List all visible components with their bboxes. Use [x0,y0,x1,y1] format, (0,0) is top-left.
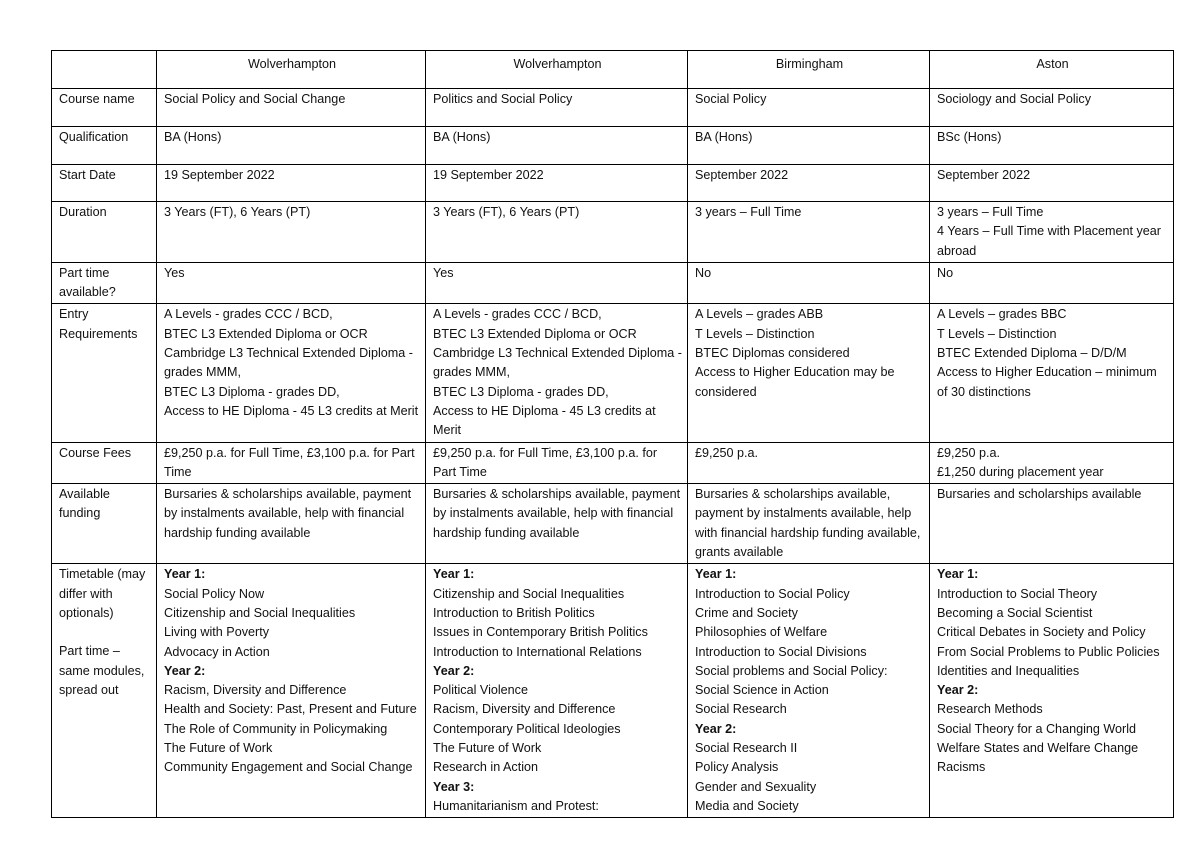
row-course-fees [52,442,1174,484]
module-item: Racism, Diversity and Difference [433,702,616,717]
row-label: Entry Requirements [52,304,157,442]
cell-part-time-available: No [688,262,930,304]
module-item: Humanitarianism and Protest: [433,798,599,813]
cell-start-date: 19 September 2022 [157,165,426,202]
cell-start-date: 19 September 2022 [426,165,688,202]
year-heading: Year 2: [695,721,737,736]
cell-duration: 3 years – Full Time [688,202,930,263]
cell-course-name: Social Policy [688,89,930,127]
row-entry-requirements [52,304,1174,442]
module-item: Issues in Contemporary British Politics [433,625,648,640]
timetable-label-line: Timetable (may differ with optionals) [59,567,146,620]
row-label: Course Fees [52,442,157,484]
cell-qualification: BA (Hons) [688,127,930,165]
cell-entry-requirements: A Levels - grades CCC / BCD, BTEC L3 Extended Diploma or OCR Cambridge L3 Technical Extended Diploma - grades MMM, BTEC L3 Diploma - grades DD, Access to HE Diploma - 45 L3 credits at Merit [426,304,688,442]
row-timetable [52,564,1174,818]
module-item: Gender and Sexuality [695,779,817,794]
year-heading: Year 1: [164,567,206,582]
module-item: The Future of Work [164,741,273,756]
cell-entry-requirements: A Levels – grades BBC T Levels – Distinction BTEC Extended Diploma – D/D/M Access to Higher Education – minimum of 30 distinctions [930,304,1174,442]
row-available-funding [52,484,1174,564]
module-item: Critical Debates in Society and Policy [937,625,1146,640]
module-item: Racism, Diversity and Difference [164,683,347,698]
row-label: Qualification [52,127,157,165]
module-item: Health and Society: Past, Present and Future [164,702,417,717]
module-item: Contemporary Political Ideologies [433,721,621,736]
module-item: Advocacy in Action [164,644,270,659]
cell-course-name: Social Policy and Social Change [157,89,426,127]
module-item: Social problems and Social Policy: Social Science in Action [695,663,888,698]
cell-available-funding: Bursaries and scholarships available [930,484,1174,564]
module-item: The Future of Work [433,741,542,756]
year-heading: Year 1: [433,567,475,582]
module-item: Citizenship and Social Inequalities [164,605,356,620]
header-cell-empty [52,51,157,89]
header-cell-aston: Aston [930,51,1174,89]
module-item: Research Methods [937,702,1043,717]
cell-course-fees: £9,250 p.a. £1,250 during placement year [930,442,1174,484]
cell-duration: 3 years – Full Time 4 Years – Full Time with Placement year abroad [930,202,1174,263]
module-item: Living with Poverty [164,625,269,640]
cell-available-funding: Bursaries & scholarships available, payment by instalments available, help with financial hardship funding available [157,484,426,564]
cell-start-date: September 2022 [930,165,1174,202]
cell-course-fees: £9,250 p.a. for Full Time, £3,100 p.a. for Part Time [426,442,688,484]
year-heading: Year 2: [164,663,206,678]
module-item: Becoming a Social Scientist [937,605,1093,620]
cell-part-time-available: Yes [157,262,426,304]
row-qualification [52,127,1174,165]
row-part-time-available [52,262,1174,304]
row-duration [52,202,1174,263]
cell-course-name: Politics and Social Policy [426,89,688,127]
cell-start-date: September 2022 [688,165,930,202]
cell-duration: 3 Years (FT), 6 Years (PT) [157,202,426,263]
cell-qualification: BA (Hons) [157,127,426,165]
row-label: Start Date [52,165,157,202]
row-label: Available funding [52,484,157,564]
module-item: Social Theory for a Changing World [937,721,1137,736]
timetable-label-line: Part time – same modules, spread out [59,644,145,697]
module-item: Political Violence [433,683,528,698]
module-item: The Role of Community in Policymaking [164,721,388,736]
row-label: Part time available? [52,262,157,304]
header-row [52,51,1174,89]
header-cell-wolverhampton-1: Wolverhampton [157,51,426,89]
year-heading: Year 2: [937,683,979,698]
cell-course-name: Sociology and Social Policy [930,89,1174,127]
year-heading: Year 1: [695,567,737,582]
module-item: Introduction to Social Policy [695,586,850,601]
cell-timetable [688,564,930,818]
module-item: Social Research II [695,741,798,756]
module-item: Introduction to Social Theory [937,586,1098,601]
module-item: Research in Action [433,760,539,775]
module-item: Introduction to British Politics [433,605,595,620]
cell-timetable [157,564,426,818]
module-item: Media and Society [695,798,799,813]
module-item: Philosophies of Welfare [695,625,828,640]
cell-course-fees: £9,250 p.a. for Full Time, £3,100 p.a. for Part Time [157,442,426,484]
module-item: Racisms [937,760,986,775]
cell-entry-requirements: A Levels - grades CCC / BCD, BTEC L3 Extended Diploma or OCR Cambridge L3 Technical Extended Diploma - grades MMM, BTEC L3 Diploma - grades DD, Access to HE Diploma - 45 L3 credits at Merit [157,304,426,442]
cell-timetable [930,564,1174,818]
row-label: Course name [52,89,157,127]
header-cell-birmingham: Birmingham [688,51,930,89]
module-item: Policy Analysis [695,760,779,775]
module-item: Community Engagement and Social Change [164,760,413,775]
cell-entry-requirements: A Levels – grades ABB T Levels – Distinction BTEC Diplomas considered Access to Higher Education may be considered [688,304,930,442]
module-item: Identities and Inequalities [937,663,1080,678]
cell-part-time-available: No [930,262,1174,304]
cell-timetable [426,564,688,818]
module-item: Introduction to International Relations [433,644,642,659]
module-item: Citizenship and Social Inequalities [433,586,625,601]
row-start-date [52,165,1174,202]
course-comparison-table [51,50,1174,818]
row-label [52,564,157,818]
cell-part-time-available: Yes [426,262,688,304]
cell-duration: 3 Years (FT), 6 Years (PT) [426,202,688,263]
module-item: Social Research [695,702,787,717]
year-heading: Year 2: [433,663,475,678]
cell-course-fees: £9,250 p.a. [688,442,930,484]
cell-available-funding: Bursaries & scholarships available, payment by instalments available, help with financial hardship funding available, grants available [688,484,930,564]
module-item: Crime and Society [695,605,798,620]
module-item: Social Policy Now [164,586,265,601]
cell-qualification: BSc (Hons) [930,127,1174,165]
module-item: Welfare States and Welfare Change [937,741,1139,756]
row-course-name [52,89,1174,127]
row-label: Duration [52,202,157,263]
year-heading: Year 1: [937,567,979,582]
year-heading: Year 3: [433,779,475,794]
module-item: From Social Problems to Public Policies [937,644,1160,659]
cell-qualification: BA (Hons) [426,127,688,165]
module-item: Introduction to Social Divisions [695,644,867,659]
cell-available-funding: Bursaries & scholarships available, payment by instalments available, help with financial hardship funding available [426,484,688,564]
header-cell-wolverhampton-2: Wolverhampton [426,51,688,89]
